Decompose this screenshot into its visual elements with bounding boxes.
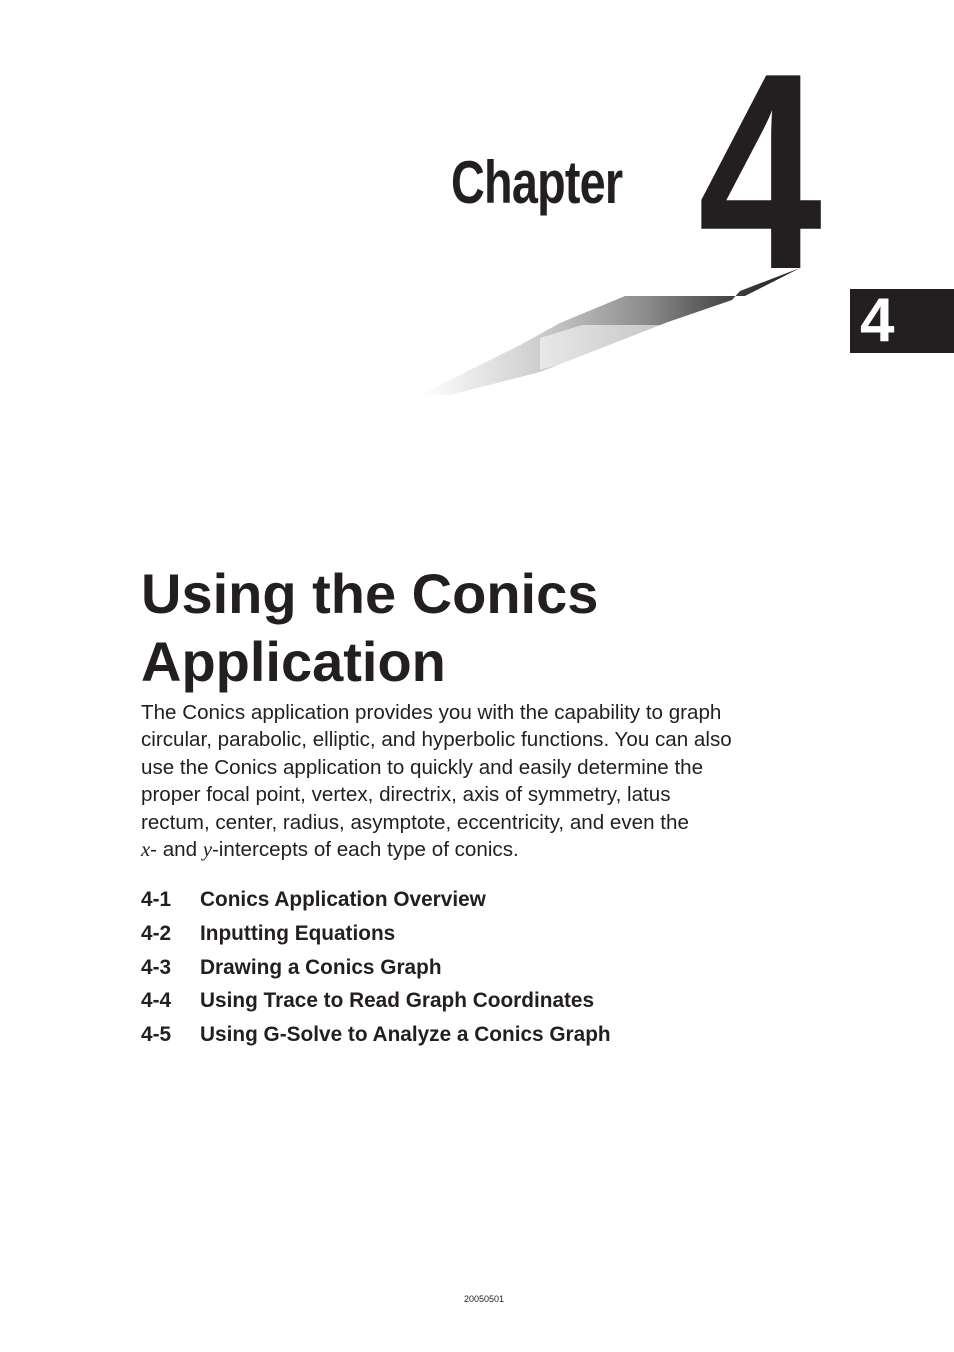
toc-item[interactable] xyxy=(141,917,611,951)
toc-item[interactable] xyxy=(141,1018,611,1052)
toc-item-number: 4-5 xyxy=(141,1023,172,1047)
toc-item-title: Inputting Equations xyxy=(200,921,396,945)
page-title xyxy=(141,560,598,696)
intro-line: circular, parabolic, elliptic, and hyperbolic functions. You can also xyxy=(141,728,732,752)
intro-line: proper focal point, vertex, directrix, axis of symmetry, latus xyxy=(141,783,671,807)
toc-item-number: 4-4 xyxy=(141,989,172,1013)
variable-y: y xyxy=(202,839,212,862)
page-title-line-1: Using the Conics xyxy=(141,562,599,625)
toc-item[interactable] xyxy=(141,984,611,1018)
variable-x: x xyxy=(141,839,151,862)
chapter-number-graphic xyxy=(0,0,954,420)
chapter-side-tab xyxy=(850,286,954,355)
toc-item-number: 4-3 xyxy=(141,955,172,979)
toc-item-title: Conics Application Overview xyxy=(200,888,486,911)
chapter-label: Chapter xyxy=(451,149,623,216)
toc-item-number: 4-2 xyxy=(141,921,172,945)
table-of-contents xyxy=(141,883,611,1052)
toc-item-title: Using G-Solve to Analyze a Conics Graph xyxy=(200,1023,611,1047)
toc-item-title: Drawing a Conics Graph xyxy=(200,955,442,979)
intro-text: -intercepts of each type of conics. xyxy=(211,838,519,862)
chapter-number: 4 xyxy=(698,16,824,328)
intro-line: use the Conics application to quickly and easily determine the xyxy=(141,755,704,779)
intro-line xyxy=(141,836,806,864)
page-title-line-2: Application xyxy=(141,630,446,693)
intro-line: rectum, center, radius, asymptote, eccentricity, and even the xyxy=(141,810,689,834)
intro-line: The Conics application provides you with the capability to graph xyxy=(141,701,722,724)
footer-code: 20050501 xyxy=(463,1294,505,1304)
toc-item[interactable] xyxy=(141,883,611,917)
toc-item[interactable] xyxy=(141,951,611,985)
toc-item-title: Using Trace to Read Graph Coordinates xyxy=(200,989,595,1013)
intro-text: - and xyxy=(150,838,203,862)
intro-paragraph xyxy=(141,699,806,864)
side-tab-number: 4 xyxy=(860,286,895,355)
swoosh-inner-stroke xyxy=(540,325,700,370)
toc-item-number: 4-1 xyxy=(141,888,172,911)
